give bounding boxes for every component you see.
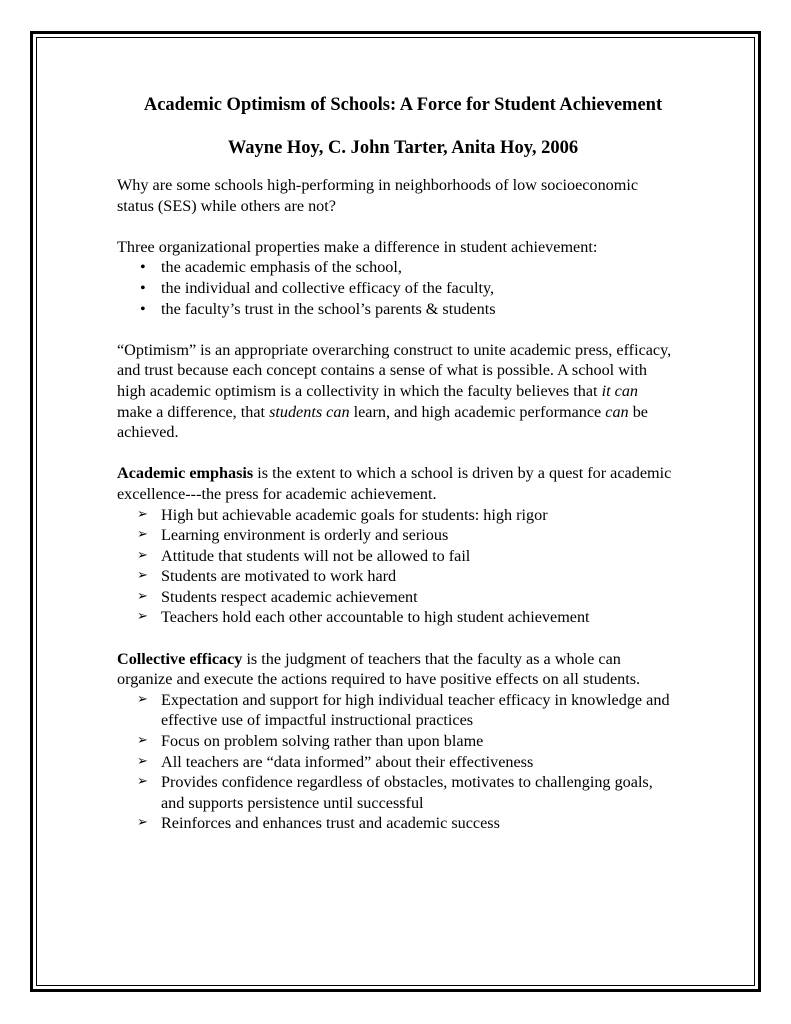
list-item-text: High but achievable academic goals for students: high rigor <box>161 505 548 524</box>
list-item <box>137 566 677 587</box>
academic-emphasis-paragraph <box>117 463 677 504</box>
intro-question: Why are some schools high-performing in neighborhoods of low socioeconomic status (SES) while others are not? <box>117 176 639 215</box>
arrow-bullet-icon: ➢ <box>137 527 148 543</box>
list-item <box>137 813 677 834</box>
collective-efficacy-paragraph <box>117 649 677 690</box>
list-item <box>137 772 677 813</box>
optimism-text-3: learn, and high academic performance <box>349 402 606 421</box>
optimism-text-1: “Optimism” is an appropriate overarching construct to unite academic press, efficacy, and trust because each concept contains a sense of what is possible. A school with high academic optimism is a collectivity in which the faculty believes that <box>117 340 672 400</box>
bullet-icon: • <box>140 258 146 277</box>
list-item-text: Students are motivated to work hard <box>161 567 397 586</box>
list-item <box>137 690 677 731</box>
document-body <box>117 94 677 834</box>
optimism-text-4: be achieved. <box>117 402 648 442</box>
list-item <box>137 525 677 546</box>
arrow-bullet-icon: ➢ <box>137 774 148 790</box>
list-item <box>140 278 677 299</box>
list-item-text: Attitude that students will not be allowed to fail <box>161 546 471 565</box>
document-title: Academic Optimism of Schools: A Force for Student Achievement <box>143 95 663 115</box>
optimism-emphasis-it-can: it can <box>601 381 639 400</box>
arrow-bullet-icon: ➢ <box>137 733 148 749</box>
list-item <box>137 731 677 752</box>
optimism-emphasis-can: can <box>605 402 629 421</box>
list-item-text: the faculty’s trust in the school’s parents & students <box>161 299 496 318</box>
arrow-bullet-icon: ➢ <box>137 609 148 625</box>
list-item <box>137 607 677 628</box>
document-authors: Wayne Hoy, C. John Tarter, Anita Hoy, 2006 <box>227 138 579 158</box>
bullet-icon: • <box>140 278 146 297</box>
list-item-text: Teachers hold each other accountable to high student achievement <box>161 608 590 627</box>
list-item-text: Expectation and support for high individual teacher efficacy in knowledge and effective use of impactful instructional practices <box>161 690 670 730</box>
list-item <box>137 587 677 608</box>
list-item-text: Focus on problem solving rather than upon blame <box>161 732 484 751</box>
list-item-text: All teachers are “data informed” about their effectiveness <box>161 752 534 771</box>
optimism-emphasis-students-can: students can <box>269 402 350 421</box>
optimism-paragraph <box>117 340 677 443</box>
list-item-text: the individual and collective efficacy of the faculty, <box>161 278 495 297</box>
list-item <box>137 546 677 567</box>
properties-list <box>117 257 677 319</box>
collective-efficacy-list <box>117 690 677 834</box>
list-item-text: Learning environment is orderly and serious <box>161 526 449 545</box>
academic-emphasis-list <box>117 505 677 629</box>
collective-efficacy-definition: is the judgment of teachers that the faculty as a whole can organize and execute the actions required to have positive effects on all students. <box>117 649 641 689</box>
list-item-text: Provides confidence regardless of obstacles, motivates to challenging goals, and supports persistence until successful <box>161 773 653 812</box>
arrow-bullet-icon: ➢ <box>137 547 148 563</box>
list-item <box>137 505 677 526</box>
arrow-bullet-icon: ➢ <box>137 753 148 769</box>
arrow-bullet-icon: ➢ <box>137 588 148 604</box>
list-item-text: the academic emphasis of the school, <box>161 258 402 277</box>
collective-efficacy-term: Collective efficacy <box>117 649 243 668</box>
arrow-bullet-icon: ➢ <box>137 568 148 584</box>
list-item <box>140 299 677 320</box>
academic-emphasis-term: Academic emphasis <box>117 464 254 483</box>
properties-lead: Three organizational properties make a difference in student achievement: <box>117 237 598 256</box>
arrow-bullet-icon: ➢ <box>137 691 148 707</box>
list-item <box>137 752 677 773</box>
bullet-icon: • <box>140 299 146 318</box>
academic-emphasis-definition: is the extent to which a school is driven by a quest for academic excellence---the press for academic achievement. <box>117 464 672 503</box>
optimism-text-2: make a difference, that <box>117 402 270 421</box>
list-item-text: Reinforces and enhances trust and academic success <box>161 814 500 833</box>
list-item <box>140 257 677 278</box>
arrow-bullet-icon: ➢ <box>137 815 148 831</box>
arrow-bullet-icon: ➢ <box>137 506 148 522</box>
list-item-text: Students respect academic achievement <box>161 587 418 606</box>
